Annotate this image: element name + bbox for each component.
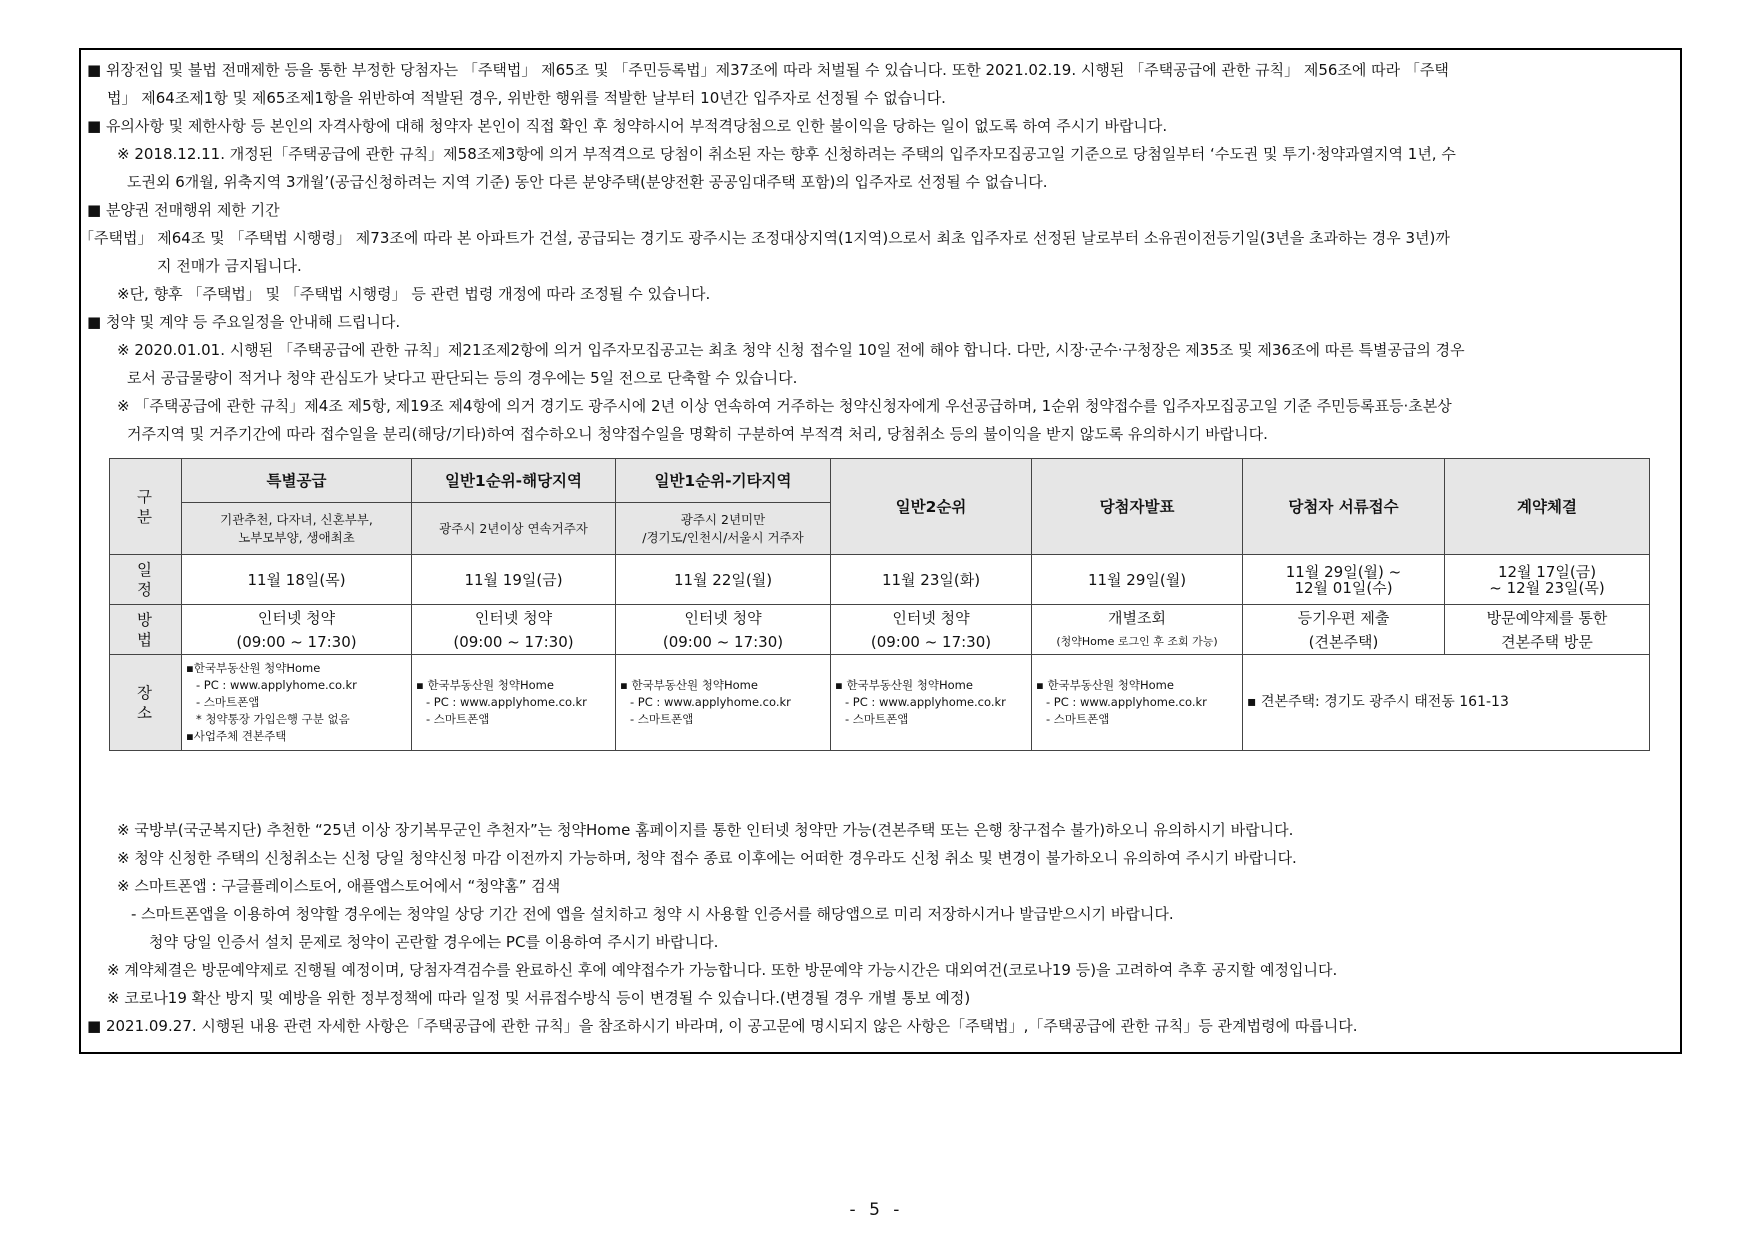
notice-line: 지 전매가 금지됩니다.: [157, 257, 302, 275]
column-subheader: [412, 503, 616, 555]
column-header: 일반1순위-해당지역: [412, 459, 616, 503]
place-text: - 스마트폰앱: [1046, 712, 1110, 726]
method-text: (09:00 ~ 17:30): [236, 632, 357, 651]
method-text: 인터넷 청약: [257, 608, 336, 627]
schedule-table: [109, 458, 1650, 751]
column-header: 특별공급: [182, 459, 412, 503]
page-number: - 5 -: [849, 1200, 904, 1220]
place-cell: [831, 655, 1032, 751]
column-header: 계약체결: [1445, 459, 1650, 555]
notice-line: ※ 2018.12.11. 개정된「주택공급에 관한 규칙」제58조제3항에 의거 부적격으로 당첨이 취소된 자는 향후 신청하려는 주택의 입주자모집공고일 기준으로 당첨일부터 ‘수도권 및 투기·청약과열지역 1년, 수: [117, 145, 1456, 163]
method-cell: [1243, 605, 1445, 655]
notice-line: ※ 계약체결은 방문예약제로 진행될 예정이며, 당첨자격검수를 완료하신 후에 예약접수가 가능합니다. 또한 방문예약 가능시간은 대외여건(코로나19 등)을 고려하여 추후 공지할 예정입니다.: [107, 961, 1338, 979]
subheader-line: 광주시 2년미만: [680, 511, 766, 527]
method-text: (09:00 ~ 17:30): [453, 632, 574, 651]
column-header: 일반1순위-기타지역: [616, 459, 831, 503]
place-text: ▪한국부동산원 청약Home: [186, 661, 321, 675]
schedule-text: ~ 12월 23일(목): [1489, 578, 1605, 597]
notice-line: ■ 유의사항 및 제한사항 등 본인의 자격사항에 대해 청약자 본인이 직접 확인 후 청약하시어 부적격당첨으로 인한 불이익을 당하는 일이 없도록 하여 주시기 바랍니다.: [87, 117, 1168, 135]
notice-line: ※ 코로나19 확산 방지 및 예방을 위한 정부정책에 따라 일정 및 서류접수방식 등이 변경될 수 있습니다.(변경될 경우 개별 통보 예정): [107, 989, 971, 1007]
method-cell: [1445, 605, 1650, 655]
place-cell: [616, 655, 831, 751]
place-text: - PC : www.applyhome.co.kr: [1046, 695, 1207, 709]
schedule-cell: [831, 555, 1032, 605]
method-text: 인터넷 청약: [474, 608, 553, 627]
schedule-cell: [182, 555, 412, 605]
bottom-notes: [87, 816, 1680, 1040]
column-header: 당첨자발표: [1032, 459, 1243, 555]
notice-line: ※ 「주택공급에 관한 규칙」제4조 제5항, 제19조 제4항에 의거 경기도 광주시에 2년 이상 연속하여 거주하는 청약신청자에게 우선공급하며, 1순위 청약접수를 입주자모집공고일 기준 주민등록표등·초본상: [117, 397, 1452, 415]
place-text: ▪ 한국부동산원 청약Home: [620, 678, 758, 692]
method-text: 개별조회: [1108, 608, 1166, 627]
notice-line: ※ 스마트폰앱 : 구글플레이스토어, 애플앱스토어에서 “청약홈” 검색: [117, 877, 561, 895]
row-header-schedule: 일 정: [110, 555, 182, 605]
schedule-cell: [412, 555, 616, 605]
method-cell: [831, 605, 1032, 655]
place-text: - PC : www.applyhome.co.kr: [426, 695, 587, 709]
notice-line: ■ 청약 및 계약 등 주요일정을 안내해 드립니다.: [87, 313, 401, 331]
subheader-line: 노부모부양, 생애최초: [238, 529, 355, 545]
subheader-line: 광주시 2년이상 연속거주자: [439, 520, 588, 536]
place-text: ▪ 견본주택: 경기도 광주시 태전동 161-13: [1247, 694, 1509, 710]
schedule-text: 12월 17일(금): [1497, 562, 1597, 581]
place-text: - PC : www.applyhome.co.kr: [845, 695, 1006, 709]
place-cell: [412, 655, 616, 751]
place-cell: [182, 655, 412, 751]
row-header-method: 방 법: [110, 605, 182, 655]
place-text: - PC : www.applyhome.co.kr: [196, 678, 357, 692]
notice-line: 도권외 6개월, 위축지역 3개월’(공급신청하려는 지역 기준) 동안 다른 분양주택(분양전환 공공임대주택 포함)의 입주자로 선정될 수 없습니다.: [127, 173, 1048, 191]
place-cell: [1243, 655, 1650, 751]
schedule-text: 11월 19일(금): [464, 570, 563, 589]
place-text: - 스마트폰앱: [426, 712, 490, 726]
place-text: - 스마트폰앱: [845, 712, 909, 726]
schedule-cell: [1445, 555, 1650, 605]
subheader-line: /경기도/인천시/서울시 거주자: [642, 529, 804, 545]
row-header-place: 장 소: [110, 655, 182, 751]
place-text: ▪사업주체 견본주택: [186, 729, 287, 743]
schedule-cell: [1032, 555, 1243, 605]
notice-line: ■ 분양권 전매행위 제한 기간: [87, 201, 280, 219]
schedule-text: 11월 23일(화): [881, 570, 981, 589]
notice-line: ■ 위장전입 및 불법 전매제한 등을 통한 부정한 당첨자는 「주택법」 제65조 및 「주민등록법」제37조에 따라 처벌될 수 있습니다. 또한 2021.02.19. 시행된 「주택공급에 관한 규칙」 제56조에 따라 「주택: [87, 61, 1449, 79]
method-cell: [616, 605, 831, 655]
method-cell: [412, 605, 616, 655]
column-header: 당첨자 서류접수: [1243, 459, 1445, 555]
notice-line: 로서 공급물량이 적거나 청약 관심도가 낮다고 판단되는 등의 경우에는 5일 전으로 단축할 수 있습니다.: [127, 369, 798, 387]
schedule-text: 12월 01일(수): [1294, 578, 1393, 597]
notice-line: ■ 2021.09.27. 시행된 내용 관련 자세한 사항은「주택공급에 관한 규칙」을 참조하시기 바라며, 이 공고문에 명시되지 않은 사항은「주택법」,「주택공급에 관한 규칙」등 관계법령에 따릅니다.: [87, 1017, 1358, 1035]
subheader-line: 기관추천, 다자녀, 신혼부부,: [220, 511, 373, 527]
method-text: 인터넷 청약: [892, 608, 970, 627]
schedule-text: 11월 22일(월): [673, 570, 773, 589]
schedule-cell: [1243, 555, 1445, 605]
method-cell: [182, 605, 412, 655]
notice-line: ※단, 향후 「주택법」 및 「주택법 시행령」 등 관련 법령 개정에 따라 조정될 수 있습니다.: [117, 285, 711, 303]
notice-line: ※ 국방부(국군복지단) 추천한 “25년 이상 장기복무군인 추천자”는 청약Home 홈페이지를 통한 인터넷 청약만 가능(견본주택 또는 은행 창구접수 불가)하오니 유의하시기 바랍니다.: [117, 821, 1294, 839]
notice-frame: [79, 48, 1682, 1054]
place-text: ▪ 한국부동산원 청약Home: [835, 678, 973, 692]
place-text: * 청약통장 가입은행 구분 없음: [196, 712, 350, 726]
place-text: ▪ 한국부동산원 청약Home: [416, 678, 554, 692]
method-text: (견본주택): [1308, 632, 1379, 651]
method-cell: [1032, 605, 1243, 655]
notice-line: 청약 당일 인증서 설치 문제로 청약이 곤란할 경우에는 PC를 이용하여 주시기 바랍니다.: [149, 933, 719, 951]
method-text: 인터넷 청약: [684, 608, 762, 627]
schedule-text: 11월 29일(월) ~: [1285, 562, 1402, 581]
notice-line: - 스마트폰앱을 이용하여 청약할 경우에는 청약일 상당 기간 전에 앱을 설치하고 청약 시 사용할 인증서를 해당앱으로 미리 저장하시거나 발급받으시기 바랍니다.: [131, 905, 1174, 923]
column-header: 일반2순위: [831, 459, 1032, 555]
method-text: 방문예약제를 통한: [1486, 608, 1608, 627]
place-text: - 스마트폰앱: [630, 712, 694, 726]
notice-line: ※ 2020.01.01. 시행된 「주택공급에 관한 규칙」제21조제2항에 의거 입주자모집공고는 최초 청약 신청 접수일 10일 전에 해야 합니다. 다만, 시장·군수·구청장은 제35조 및 제36조에 따른 특별공급의 경우: [117, 341, 1465, 359]
method-text: (청약Home 로그인 후 조회 가능): [1056, 634, 1218, 648]
notice-line: ※ 청약 신청한 주택의 신청취소는 신청 당일 청약신청 마감 이전까지 가능하며, 청약 접수 종료 이후에는 어떠한 경우라도 신청 취소 및 변경이 불가하오니 유의하여 주시기 바랍니다.: [117, 849, 1297, 867]
method-text: (09:00 ~ 17:30): [870, 632, 992, 651]
place-text: - 스마트폰앱: [196, 695, 260, 709]
place-cell: [1032, 655, 1243, 751]
method-text: (09:00 ~ 17:30): [662, 632, 784, 651]
notice-line: 거주지역 및 거주기간에 따라 접수일을 분리(해당/기타)하여 접수하오니 청약접수일을 명확히 구분하여 부적격 처리, 당첨취소 등의 불이익을 받지 않도록 유의하시기 바랍니다.: [127, 425, 1268, 443]
schedule-text: 11월 18일(목): [247, 570, 346, 589]
notice-line: 법」 제64조제1항 및 제65조제1항을 위반하여 적발된 경우, 위반한 행위를 적발한 날부터 10년간 입주자로 선정될 수 없습니다.: [107, 89, 946, 107]
place-text: - PC : www.applyhome.co.kr: [630, 695, 791, 709]
column-subheader: [182, 503, 412, 555]
schedule-text: 11월 29일(월): [1087, 570, 1187, 589]
row-header-division: 구 분: [110, 459, 182, 555]
schedule-cell: [616, 555, 831, 605]
notice-line: 「주택법」 제64조 및 「주택법 시행령」 제73조에 따라 본 아파트가 건설, 공급되는 경기도 광주시는 조정대상지역(1지역)으로서 최초 입주자로 선정된 날로부터 소유권이전등기일(3년을 초과하는 경우 3년)까: [79, 229, 1450, 247]
column-subheader: [616, 503, 831, 555]
place-text: ▪ 한국부동산원 청약Home: [1036, 678, 1174, 692]
method-text: 견본주택 방문: [1501, 632, 1593, 651]
method-text: 등기우편 제출: [1297, 608, 1390, 627]
